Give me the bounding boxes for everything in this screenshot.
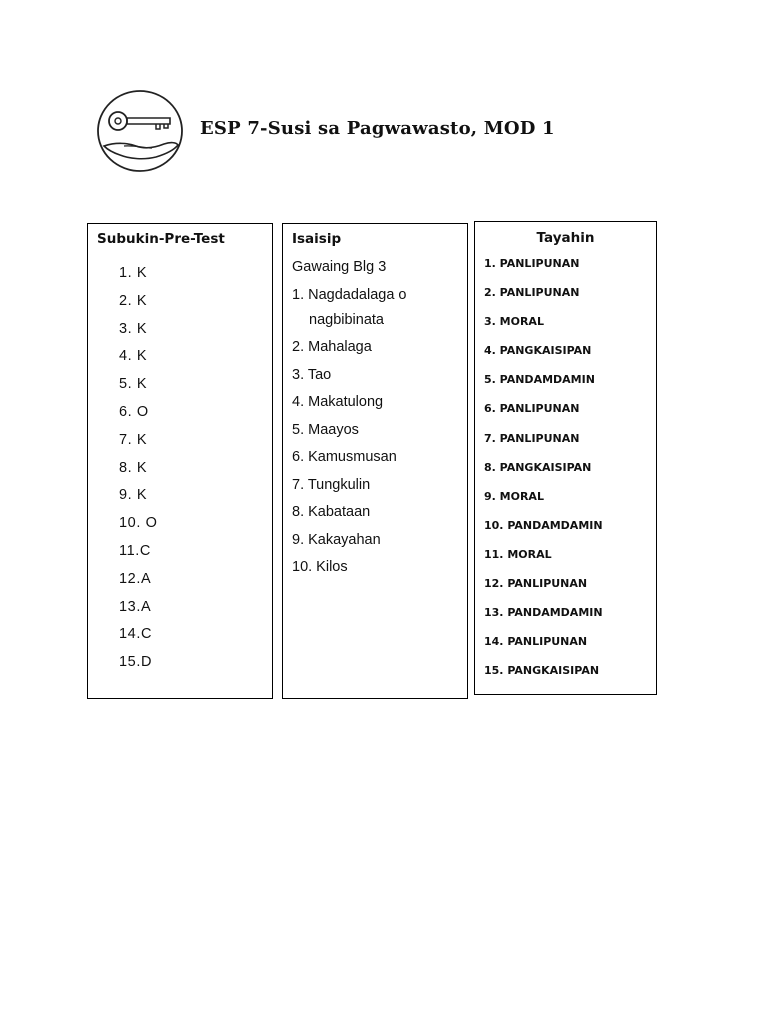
isaisip-heading: Isaisip [292, 231, 342, 247]
list-item: 8. Kabataan [292, 504, 371, 520]
list-item: 4. Makatulong [292, 394, 384, 410]
list-item: 9. K [119, 487, 148, 504]
list-item: 5. PANDAMDAMIN [484, 373, 595, 387]
list-item: 14. PANLIPUNAN [484, 635, 588, 649]
list-item: 9. Kakayahan [292, 531, 381, 548]
tayahin-heading: Tayahin [536, 230, 595, 246]
list-item: 1. K [119, 265, 148, 281]
list-item: 15. PANGKAISIPAN [484, 664, 600, 678]
list-item: 5. Maayos [292, 421, 359, 438]
list-item: 6. Kamusmusan [292, 449, 397, 465]
page-title: ESP 7-Susi sa Pagwawasto, MOD 1 [200, 118, 555, 139]
isaisip-answer-list [292, 286, 407, 586]
list-item: 11.C [119, 542, 151, 559]
list-item: 6. O [119, 403, 149, 420]
list-item: 15.D [119, 654, 153, 671]
isaisip-subheading: Gawaing Blg 3 [292, 259, 387, 275]
list-item: 4. PANGKAISIPAN [484, 344, 592, 358]
list-item: 3. Tao [292, 366, 332, 383]
list-item: 13. PANDAMDAMIN [484, 606, 603, 620]
list-item: 10. Kilos [292, 559, 348, 575]
list-item: 10. PANDAMDAMIN [484, 518, 603, 532]
list-item: 2. Mahalaga [292, 339, 372, 355]
list-item: 13.A [119, 598, 152, 615]
subukin-heading: Subukin-Pre-Test [97, 231, 225, 247]
list-item: 11. MORAL [484, 547, 552, 561]
list-item: 12. PANLIPUNAN [484, 577, 588, 591]
list-item: 3. MORAL [484, 315, 544, 329]
key-in-hand-icon [94, 88, 186, 174]
list-item: 6. PANLIPUNAN [484, 402, 580, 416]
subukin-answer-box [87, 223, 273, 699]
list-item: 14.C [119, 626, 153, 643]
tayahin-answer-box [474, 221, 657, 695]
list-item: 7. Tungkulin [292, 476, 371, 493]
isaisip-answer-box [282, 223, 468, 699]
list-item: 8. K [119, 459, 148, 476]
list-item: 1. PANLIPUNAN [484, 257, 580, 270]
list-item: 2. K [119, 292, 148, 309]
list-item-line: 1. Nagdadalaga o [292, 287, 407, 303]
list-item [292, 286, 407, 338]
list-item: 2. PANLIPUNAN [484, 286, 580, 300]
list-item: 7. K [119, 431, 148, 448]
list-item: 4. K [119, 348, 148, 365]
list-item: 7. PANLIPUNAN [484, 431, 580, 445]
list-item-continuation: nagbibinata [309, 312, 384, 328]
list-item: 3. K [119, 320, 148, 337]
list-item: 10. O [119, 515, 158, 532]
list-item: 5. K [119, 376, 148, 393]
subukin-answer-list [119, 264, 157, 681]
tayahin-answer-list [484, 256, 603, 692]
list-item: 8. PANGKAISIPAN [484, 460, 592, 474]
list-item: 9. MORAL [484, 489, 544, 503]
list-item: 12.A [119, 570, 152, 587]
